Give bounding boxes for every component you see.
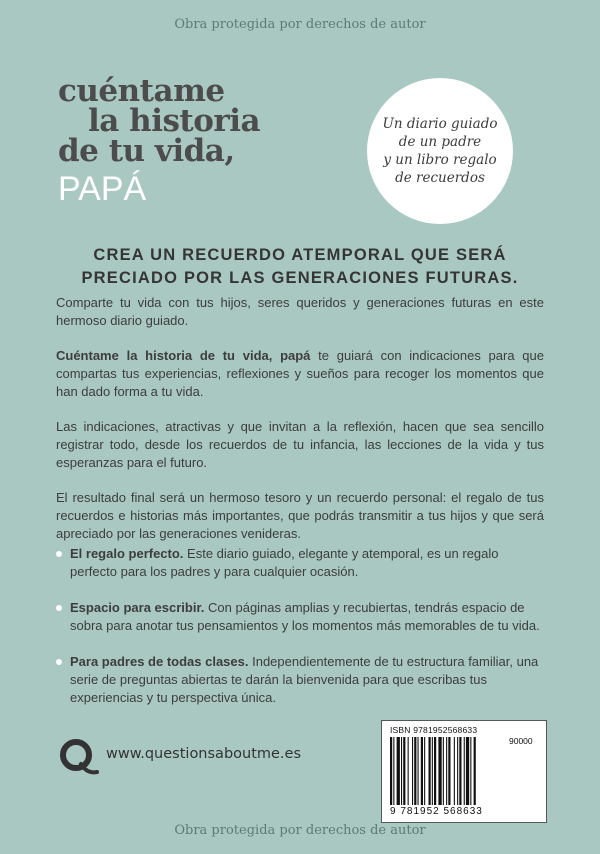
barcode-bar: [403, 737, 405, 805]
paragraph-1: Comparte tu vida con tus hijos, seres queridos y generaciones futuras en este hermoso diario guiado.: [56, 295, 544, 328]
tagline-badge: [367, 78, 513, 224]
barcode-bar: [438, 737, 441, 805]
barcode-bar: [434, 737, 436, 805]
barcode-bar: [390, 737, 392, 805]
watermark-bottom: Obra protegida por derechos de autor: [174, 823, 426, 838]
feature-list: [56, 545, 544, 725]
title-line-3: de tu vida,: [58, 133, 235, 169]
barcode-bar: [454, 737, 455, 805]
title-line-1: cuéntame: [58, 73, 225, 109]
barcode-bar: [418, 737, 419, 805]
barcode-bar: [421, 737, 423, 805]
barcode-bar: [429, 737, 431, 805]
badge-line-2: de un padre: [398, 134, 482, 150]
barcode: [381, 720, 547, 823]
headline: [40, 244, 560, 290]
watermark-top: Obra protegida por derechos de autor: [174, 17, 426, 32]
paragraph-2-bold: Cuéntame la historia de tu vida, papá: [56, 348, 311, 363]
barcode-bar: [448, 737, 450, 805]
barcode-bar: [446, 737, 447, 805]
bullet-dot-icon: [56, 551, 62, 557]
isbn-label: ISBN 9781952568633: [390, 725, 478, 735]
bullet-title: El regalo perfecto.: [70, 546, 184, 561]
barcode-bar: [464, 737, 465, 805]
barcode-bars: [390, 737, 540, 807]
paragraph-2: [56, 347, 544, 401]
barcode-bar: [470, 737, 471, 805]
barcode-bar: [393, 737, 394, 805]
headline-line-2: PRECIADO POR LAS GENERACIONES FUTURAS.: [81, 269, 519, 287]
q-logo-icon: [57, 736, 101, 780]
bullet-text: Este diario guiado, elegante y atemporal, es un regalo perfecto para los padres y para cualquier ocasión.: [70, 546, 499, 579]
barcode-bar: [397, 737, 400, 805]
description: [56, 294, 544, 560]
paragraph-2-text: te guiará con indicaciones para que compartas tus experiencias, reflexiones y sueños para recoger los momentos que han dado forma a tu vida.: [56, 348, 544, 399]
barcode-bar: [443, 737, 444, 805]
bullet-title: Espacio para escribir.: [70, 600, 205, 615]
badge-line-4: de recuerdos: [395, 170, 485, 186]
list-item: [56, 599, 544, 635]
barcode-bar: [412, 737, 413, 805]
headline-line-1: CREA UN RECUERDO ATEMPORAL QUE SERÁ: [93, 246, 507, 264]
paragraph-4: El resultado final será un hermoso tesoro y un recuerdo personal: el regalo de tus recuerdos e historias más importantes, que podrás transmitir a tus hijos y que será apreciado por las generaciones venideras.: [56, 490, 544, 541]
bullet-title: Para padres de todas clases.: [70, 654, 249, 669]
barcode-bar: [474, 737, 476, 805]
paragraph-3: Las indicaciones, atractivas y que invitan a la reflexión, hacen que sea sencillo registrar todo, desde los recuerdos de tu infancia, las lecciones de la vida y tus esperanzas para el futuro.: [56, 419, 544, 470]
badge-line-3: y un libro regalo: [383, 152, 497, 168]
barcode-bar: [432, 737, 433, 805]
list-item: [56, 653, 544, 707]
barcode-bar: [401, 737, 402, 805]
badge-line-1: Un diario guiado: [382, 116, 498, 132]
title-line-4: PAPÁ: [58, 170, 147, 208]
barcode-bar: [424, 737, 425, 805]
bullet-dot-icon: [56, 659, 62, 665]
title-line-2: la historia: [88, 103, 261, 139]
barcode-bar: [466, 737, 469, 805]
price-code: 90000: [509, 736, 533, 746]
barcode-bar: [414, 737, 416, 805]
barcode-bar: [459, 737, 461, 805]
list-item: [56, 545, 544, 581]
bullet-dot-icon: [56, 605, 62, 611]
barcode-bar: [408, 737, 409, 805]
book-title: [58, 73, 261, 208]
bullet-text: Con páginas amplias y recubiertas, tendrás espacio de sobra para anotar tus pensamientos y los momentos más memorables de tu vida.: [70, 600, 540, 633]
bullet-text: Independientemente de tu estructura familiar, una serie de preguntas abiertas te darán la bienvenida para que escribas tus experiencias y tu perspectiva única.: [70, 654, 539, 705]
website-link[interactable]: www.questionsaboutme.es: [106, 746, 302, 762]
barcode-digits: 9 781952 568633: [390, 806, 483, 817]
barcode-bar: [457, 737, 458, 805]
